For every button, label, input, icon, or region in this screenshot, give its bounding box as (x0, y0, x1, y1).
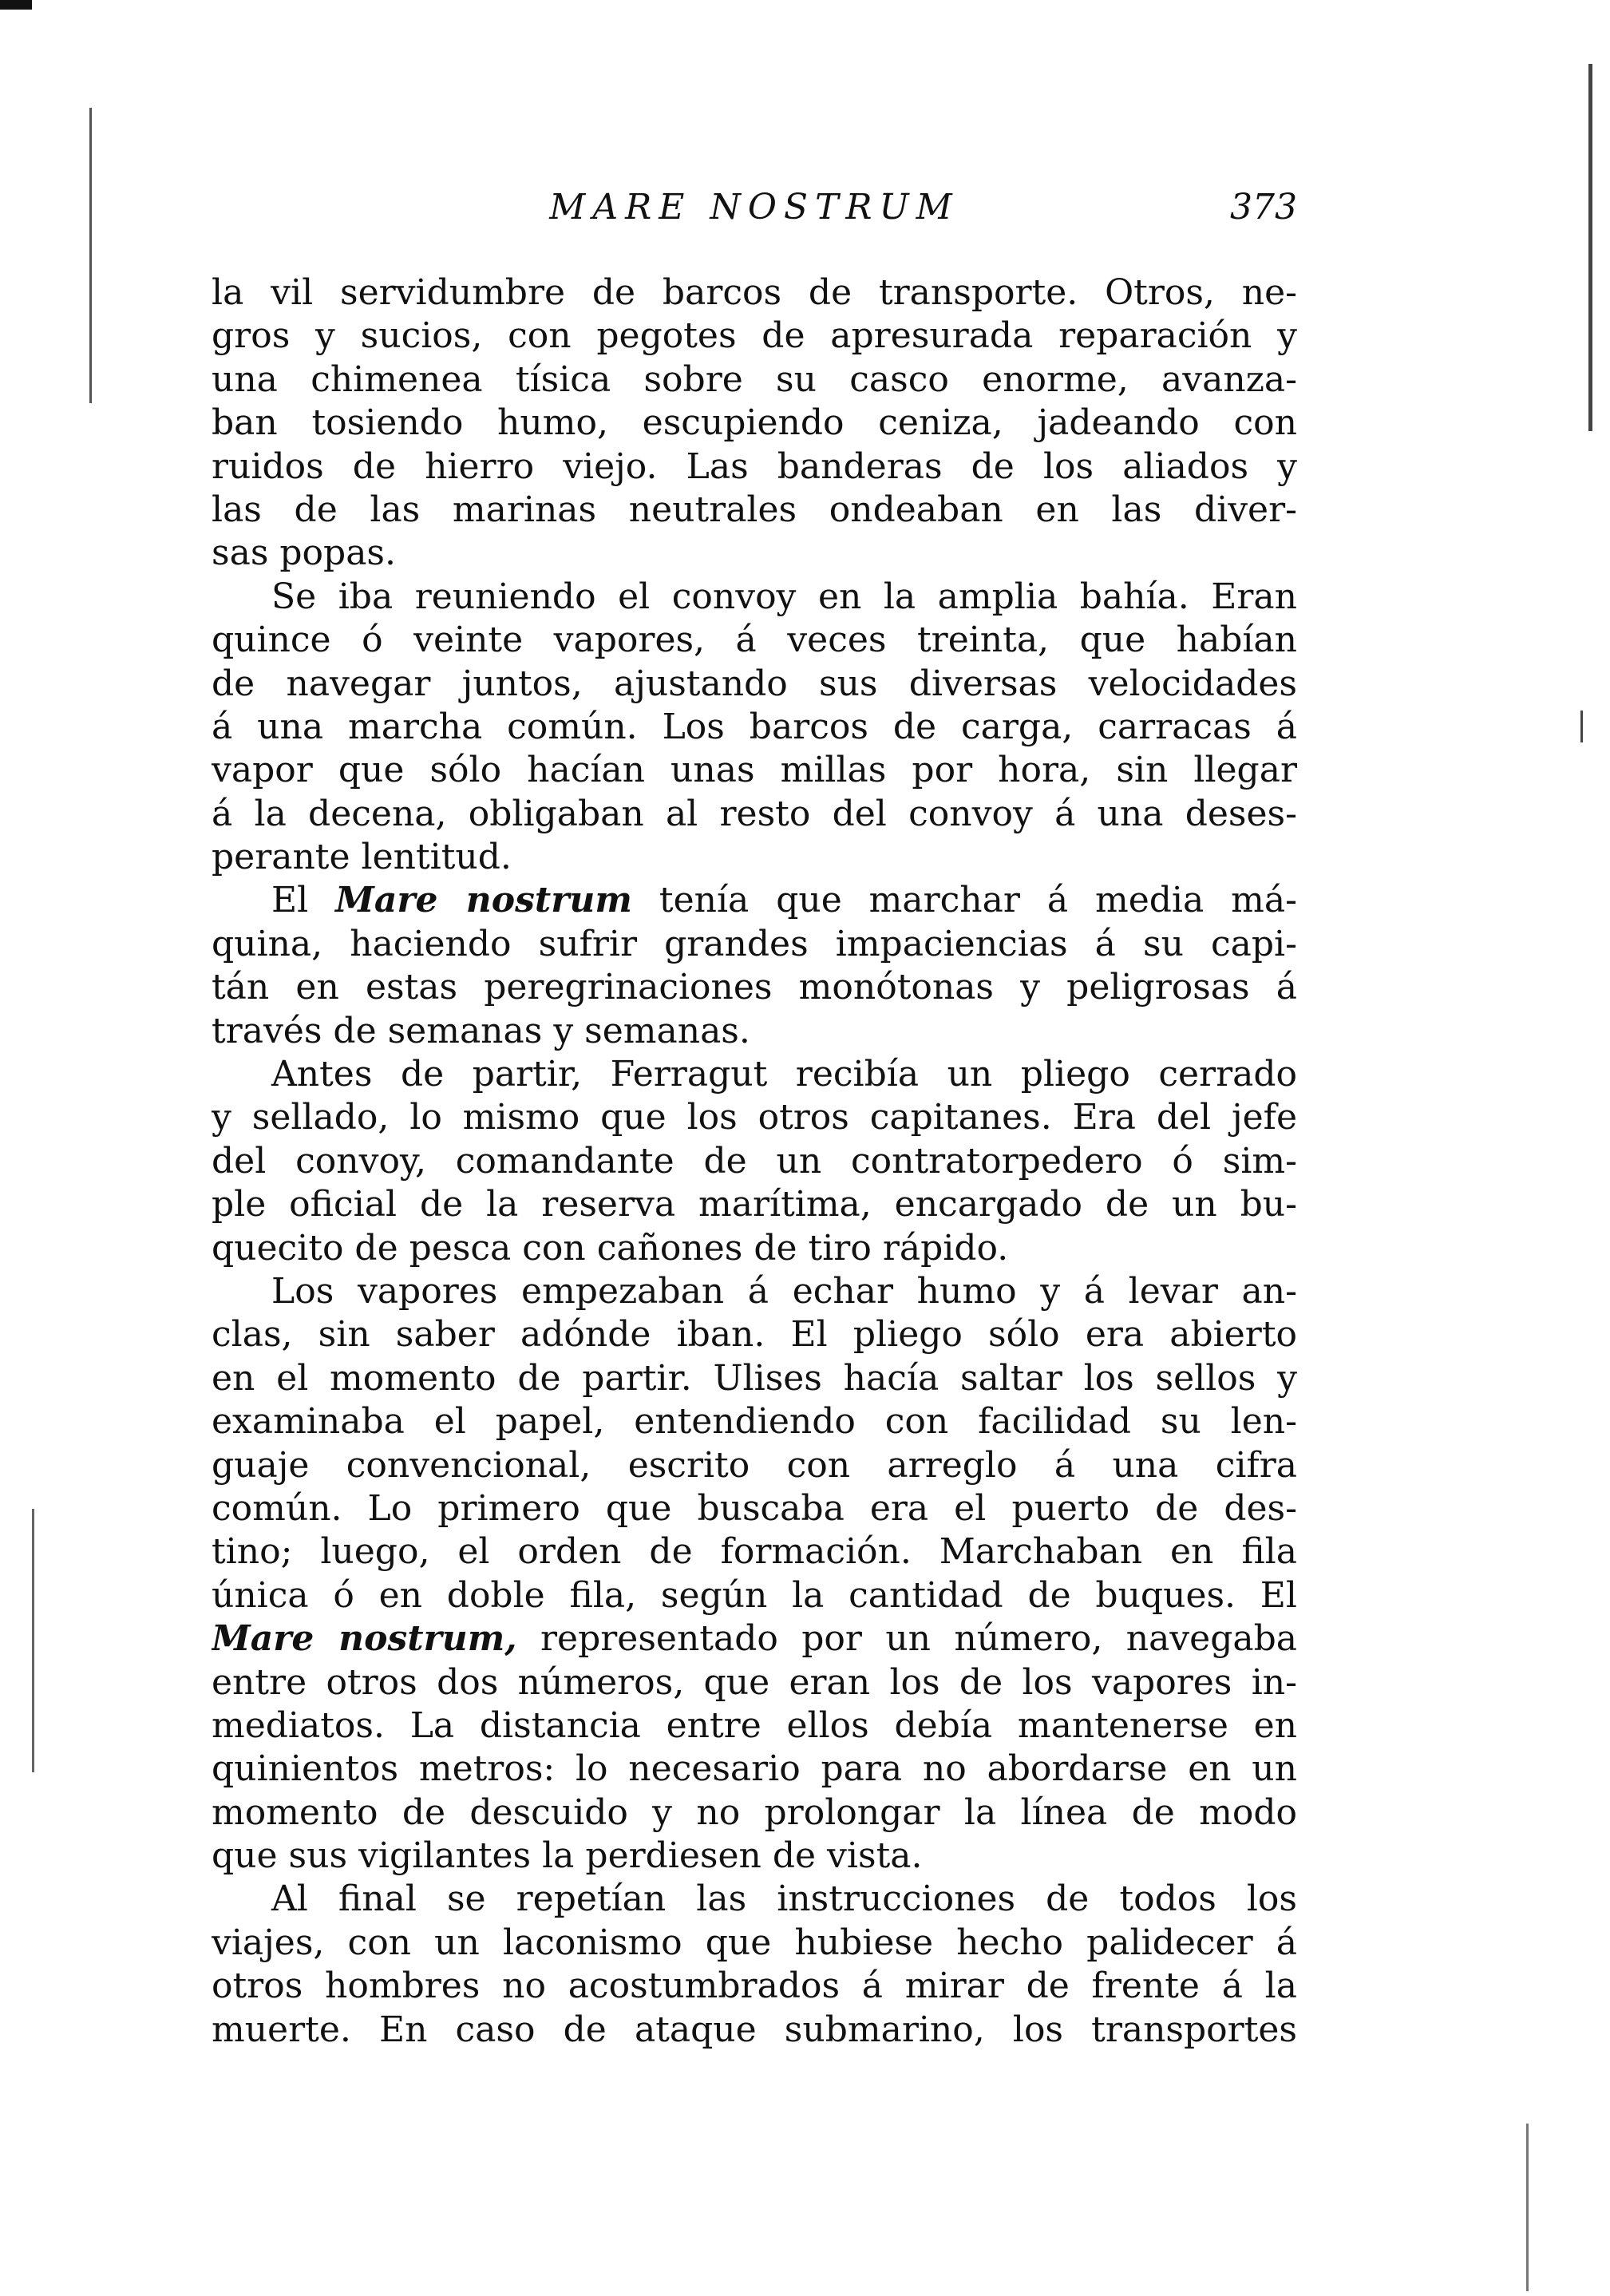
text-line: Al final se repetían las instrucciones de todos los (271, 1878, 1297, 1920)
text-line: en el momento de partir. Ulises hacía saltar los sellos y (212, 1357, 1297, 1399)
text-line: Antes de partir, Ferragut recibía un pliego cerrado (271, 1054, 1297, 1095)
text-line: única ó en doble fila, según la cantidad de buques. El (212, 1574, 1297, 1616)
text-line: á una marcha común. Los barcos de carga, carracas á (212, 706, 1297, 747)
text-line: guaje convencional, escrito con arreglo á una cifra (212, 1444, 1297, 1486)
text-line: sas popas. (212, 532, 396, 574)
scan-edge-line (1588, 64, 1592, 431)
text-line: tán en estas peregrinaciones monótonas y peligrosas á (212, 967, 1297, 1008)
text-line: que sus vigilantes la perdiesen de vista. (212, 1835, 923, 1877)
text-line: quinientos metros: lo necesario para no abordarse en un (212, 1748, 1297, 1790)
text-line: quince ó veinte vapores, á veces treinta, que habían (212, 620, 1297, 661)
ship-name-italic: Mare nostrum, (212, 1618, 517, 1660)
text-line (212, 879, 1297, 922)
scan-edge-mark (1580, 711, 1583, 742)
text-line: del convoy, comandante de un contratorpedero ó sim- (212, 1140, 1297, 1182)
ship-name-italic: Mare nostrum (335, 880, 632, 921)
text-line: través de semanas y semanas. (212, 1010, 750, 1051)
text-line: quina, haciendo sufrir grandes impaciencias á su capi- (212, 923, 1297, 964)
text-line: viajes, con un laconismo que hubiese hecho palidecer á (212, 1922, 1297, 1963)
text-line: momento de descuido y no prolongar la línea de modo (212, 1791, 1297, 1833)
text-line: gros y sucios, con pegotes de apresurada reparación y (212, 315, 1297, 357)
text-line: á la decena, obligaban al resto del convoy á una deses- (212, 793, 1297, 834)
text-line: perante lentitud. (212, 837, 512, 878)
body-text (212, 271, 1297, 2052)
text-line: de navegar juntos, ajustando sus diversas velocidades (212, 663, 1297, 704)
text-line: clas, sin saber adónde iban. El pliego sólo era abierto (212, 1314, 1297, 1356)
text-line: quecito de pesca con cañones de tiro rápido. (212, 1227, 1009, 1269)
scan-edge-line (32, 1509, 34, 1772)
text-line: ruidos de hierro viejo. Las banderas de los aliados y (212, 445, 1297, 487)
text-line: una chimenea tísica sobre su casco enorme, avanza- (212, 358, 1297, 400)
page-number: 373 (1230, 187, 1297, 228)
text-line: la vil servidumbre de barcos de transporte. Otros, ne- (212, 272, 1297, 313)
text-fragment: El (271, 880, 309, 921)
text-line: tino; luego, el orden de formación. Marchaban en fila (212, 1531, 1297, 1573)
text-line: Se iba reuniendo el convoy en la amplia bahía. Eran (271, 576, 1297, 617)
text-line: examinaba el papel, entendiendo con facilidad su len- (212, 1401, 1297, 1443)
text-line: y sellado, lo mismo que los otros capitanes. Era del jefe (212, 1097, 1297, 1138)
running-title: MARE NOSTRUM (549, 187, 959, 228)
text-line: mediatos. La distancia entre ellos debía mantenerse en (212, 1704, 1297, 1746)
text-line: otros hombres no acostumbrados á mirar de frente á la (212, 1965, 1297, 2007)
text-line: las de las marinas neutrales ondeaban en las diver- (212, 489, 1297, 530)
scan-edge-line (89, 108, 92, 403)
text-line: ple oficial de la reserva marítima, encargado de un bu- (212, 1184, 1297, 1225)
text-line: vapor que sólo hacían unas millas por hora, sin llegar (212, 750, 1297, 791)
text-line: muerte. En caso de ataque submarino, los transportes (212, 2009, 1297, 2050)
text-line: entre otros dos números, que eran los de los vapores in- (212, 1661, 1297, 1703)
text-line: común. Lo primero que buscaba era el puerto de des- (212, 1487, 1297, 1529)
text-line: ban tosiendo humo, escupiendo ceniza, jadeando con (212, 402, 1297, 444)
text-line (212, 1617, 1297, 1661)
text-fragment: tenía que marchar á media má- (659, 880, 1297, 921)
scan-edge-line (1526, 2124, 1529, 2291)
text-line: Los vapores empezaban á echar humo y á levar an- (271, 1270, 1297, 1312)
running-head (212, 180, 1297, 236)
scan-corner-mark (0, 0, 32, 10)
text-fragment: representado por un número, navegaba (540, 1618, 1297, 1660)
